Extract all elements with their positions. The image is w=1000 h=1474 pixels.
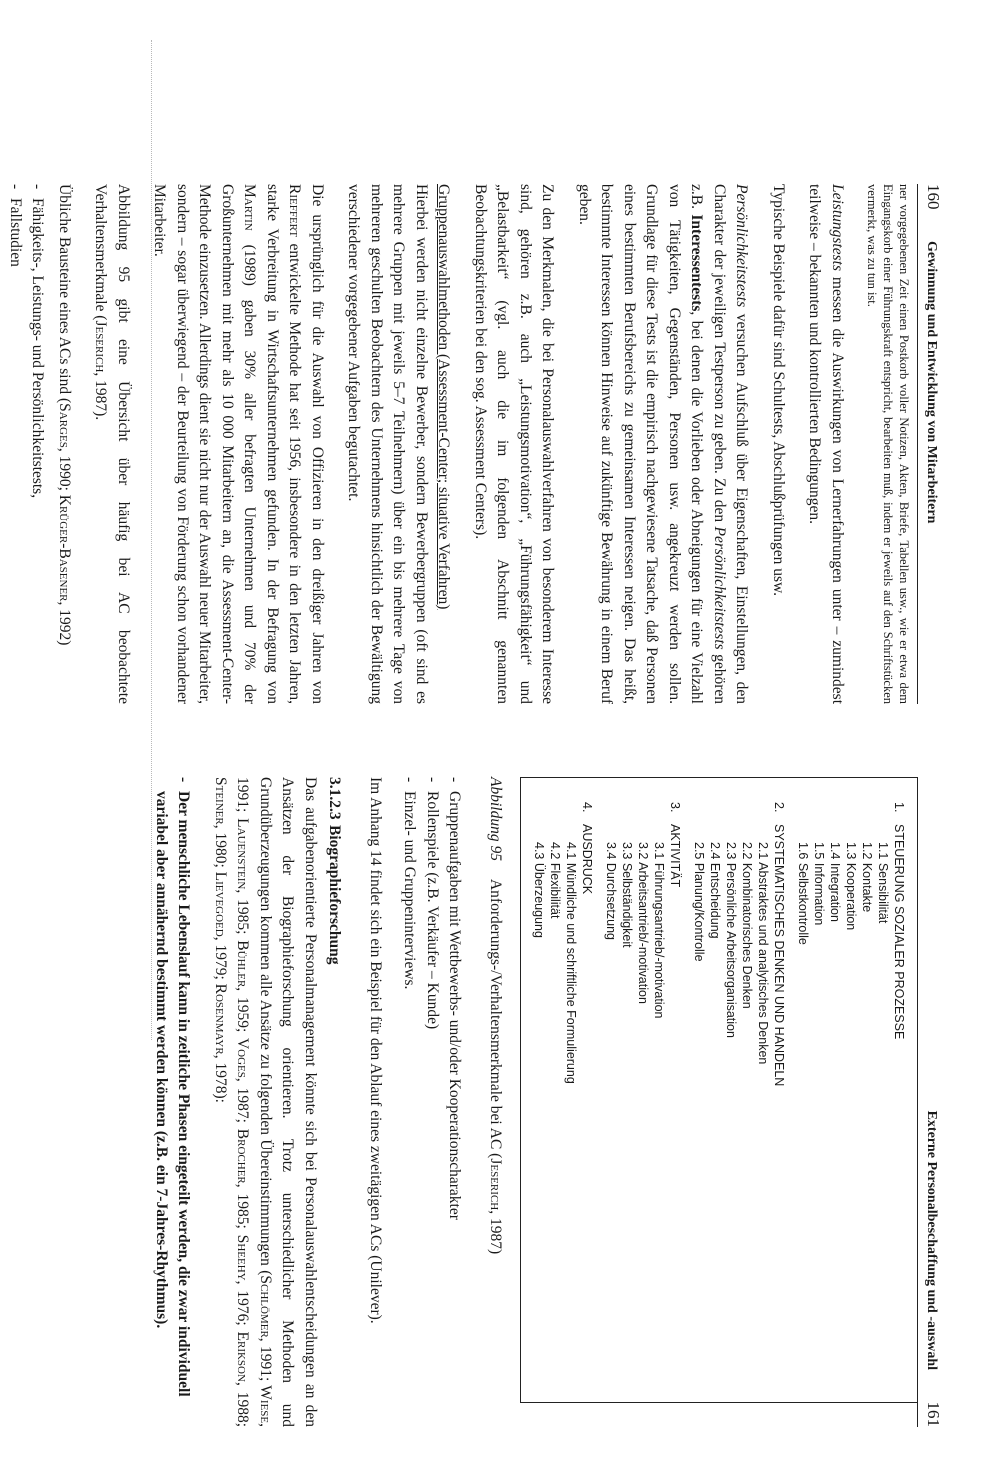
figure-group: 3. AKTIVITÄT 3.1 Führungsantrieb/-motivation 3.2 Arbeitsantrieb/-motivation 3.3 Selbständigkeit 3.4 Durchsetzung — [603, 802, 683, 1402]
left-page-content — [0, 184, 912, 704]
left-running-head — [923, 184, 943, 704]
right-running-head-title: Externe Personalbeschaffung und -auswahl — [924, 1110, 939, 1370]
list-item: 4.1 Mündliche und schriftliche Formulierung — [564, 842, 578, 1084]
list-item: - Einzel- und Gruppeninterviews. — [398, 777, 421, 1427]
gruppenauswahl-subheading: Gruppenauswahlmethoden (Assessment-Center; situative Verfahren) — [435, 184, 453, 610]
list-item: - Gruppenaufgaben mit Wettbewerbs- und/oder Kooperationscharakter — [443, 777, 466, 1427]
figure-group-items — [531, 802, 579, 1402]
figure-group: 1. STEUERUNG SOZIALER PROZESSE 1.1 Sensibilität 1.2 Kontakte 1.3 Kooperation 1.4 Integration 1.5 Information 1.6 Selbstkontrolle — [795, 802, 907, 1402]
persoenlichkeitstests-paragraph: Persönlichkeitstests versuchen Aufschluß über Eigenschaften, Einstellungen, den Charakter der jeweiligen Testperson zu geben. Zu den Persönlichkeitstests gehören z.B. Interessentests, bei denen die Vorlieben oder Abneigungen für eine Vielzahl von Tätigkeiten, Gegenständen, Personen usw. angekreuzt werden sollen. Grundlage für diese Tests ist die empirisch nachgewiesene Tatsache, daß Personen eines bestimmten Berufsbereichs zu gemeinsamen Interessen neigen. Das heißt, bestimmte Interessen können Hinweise auf zukünftige Bewährung in einem Beruf geben. — [576, 184, 751, 705]
leistungstests-paragraph: Leistungstests messen die Auswirkungen von Lernerfahrungen unter – zumindest teilweise – bekannten und kontrollierten Bedingungen. — [806, 184, 846, 704]
figure-group-title: AKTIVITÄT — [668, 824, 682, 888]
list-item: 1.3 Kooperation — [844, 842, 858, 931]
page-number-160: 160 — [924, 184, 943, 210]
urspruenglich-paragraph: Die ursprünglich für die Auswahl von Offizieren in den dreißiger Jahren von Rieffert entwickelte Methode hat seit 1956, insbesondere in den letzten Jahren, starke Verbreitung in Wirtschaftsunternehmen gefunden. In der Befragung von Martin (1989) gaben 30% aller befragten Unternehmen und 70% der Großunternehmen mit mehr als 10 000 Mitarbeitern an, die Assessment-Center-Methode einzusetzen. Allerdings dient sie nicht nur der Auswahl neuer Mitarbeiter, sondern – sogar überwiegend – der Beurteilung von Förderung schon vorhandener Mitarbeiter. — [151, 184, 326, 704]
figure-group-items — [691, 802, 771, 1402]
gruppenauswahl-paragraph: Hierbei werden nicht einzelne Bewerber, sondern Bewerbergruppen (oft sind es mehrere Gruppen mit jeweils 5–7 Teilnehmern) über ein bis mehrere Tage von mehreren geschulten Beobachtern des Unternehmens hinsichtlich der Bewältigung verschiedener vorgegebener Aufgaben begutachtet. — [345, 184, 430, 704]
section-heading — [323, 777, 346, 1427]
typische-beispiele-paragraph: Typische Beispiele dafür sind Schultests, Abschlußprüfungen usw. — [770, 184, 787, 597]
list-item: 2.2 Kombinatorisches Denken — [740, 842, 754, 1009]
right-running-head — [923, 807, 943, 1427]
intro-small-paragraph: ner vorgegebenen Zeit einen Postkorb voller Notizen, Akten, Briefe, Tabellen usw., wie er etwa dem Eingangskorb einer Führungskraft entspricht, bearbeiten muß, indem er jeweils auf den Schriftstücken vermerkt, was zu tun ist. — [865, 184, 911, 704]
biographie-paragraph: Das aufgabenorientierte Personalmanagement könnte sich bei Personalauswahlentscheidungen an den Ansätzen der Biographieforschung orientieren. Trotz unterschiedlicher Methoden und Grundüberzeugungen kommen alle Ansätze zu folgenden Übereinstimmungen (Schlömer, 1991; Wiese, 1991; Lauenstein, 1985; Bühler, 1959; Voges, 1987; Brocher, 1985; Sheehy, 1976; Erikson, 1988; Steiner, 1980; Lievegoed, 1979; Rosenmayr, 1978): — [212, 777, 319, 1427]
list-item: 2.3 Persönliche Arbeitsorganisation — [724, 842, 738, 1038]
figure-95-box — [520, 777, 918, 1403]
right-page-content — [138, 777, 913, 1427]
list-item: 3.2 Arbeitsantrieb/-motivation — [636, 842, 650, 1004]
figure-group-items — [603, 802, 667, 1402]
list-item: 3.4 Durchsetzung — [604, 842, 618, 940]
figure-group: 2. SYSTEMATISCHES DENKEN UND HANDELN 2.1 Abstraktes und analytisches Denken 2.2 Kombinatorisches Denken 2.3 Persönliche Arbeitsorganisation 2.4 Entscheidung 2.5 Planung/Kontrolle — [691, 802, 787, 1402]
list-item: 2.5 Planung/Kontrolle — [692, 842, 706, 962]
abbildung-reference-paragraph: Abbildung 95 gibt eine Übersicht über häufig bei AC beobachtete Verhaltensmerkmale (Jeserich, 1987). — [92, 184, 132, 704]
bausteine-intro: Übliche Bausteine eines ACs sind (Sarges, 1990; Krüger-Basener, 1992) — [56, 184, 73, 646]
anhang-paragraph: Im Anhang 14 findet sich ein Beispiel für den Ablauf eines zweitägigen ACs (Unilever). — [367, 777, 384, 1324]
list-item: 1.4 Integration — [828, 842, 842, 922]
figure-group-items — [795, 802, 891, 1402]
list-item: 2.4 Entscheidung — [708, 842, 722, 939]
list-item: - Fallstudien — [4, 184, 27, 704]
list-item: 1.2 Kontakte — [860, 842, 874, 913]
page-number-161: 161 — [924, 1401, 943, 1427]
list-item: - Fähigkeits-, Leistungs- und Persönlichkeitstests, — [26, 184, 49, 704]
list-item: 1.6 Selbstkontrolle — [796, 842, 810, 945]
figure-group-title: AUSDRUCK — [580, 824, 594, 895]
list-item: 3.1 Führungsantrieb/-motivation — [652, 842, 666, 1019]
list-item: - Der menschliche Lebenslauf kann in zeitliche Phasen eingeteilt werden, die zwar individuell variabel aber annähernd bestimmt werden können (z.B. ein 7-Jahres-Rhythmus). — [150, 777, 195, 1427]
list-item — [0, 184, 4, 704]
ac-bausteine-continued-list — [398, 777, 466, 1427]
figure-group-title: SYSTEMATISCHES DENKEN UND HANDELN — [772, 824, 786, 1087]
figure-group-title: STEUERUNG SOZIALER PROZESSE — [892, 824, 906, 1040]
left-head-rule — [917, 184, 918, 704]
list-item: - Rollenspiele (z.B. Verkäufer – Kunde) — [421, 777, 444, 1427]
left-running-head-title: Gewinnung und Entwicklung von Mitarbeitern — [924, 241, 939, 524]
biographie-findings-list — [150, 777, 195, 1427]
figure-95-caption: Abbildung 95Anforderungs-/Verhaltensmerkmale bei AC (Jeserich, 1987) — [487, 777, 504, 1255]
list-item: 3.3 Selbständigkeit — [620, 842, 634, 948]
right-page — [0, 737, 1000, 1474]
section-title: Biographieforschung — [326, 825, 344, 965]
figure-group: 4. AUSDRUCK 4.1 Mündliche und schriftliche Formulierung 4.2 Flexibilität 4.3 Überzeugung — [531, 802, 595, 1402]
list-item: 4.2 Flexibilität — [548, 842, 562, 919]
list-item: 4.3 Überzeugung — [532, 842, 546, 938]
section-number: 3.1.2.3 — [326, 777, 344, 820]
list-item: 1.1 Sensibilität — [876, 842, 890, 924]
list-item: 2.1 Abstraktes und analytisches Denken — [756, 842, 770, 1065]
merkmale-paragraph: Zu den Merkmalen, die bei Personalauswahlverfahren von besonderem Interesse sind, gehören z.B. auch „Leistungsmotivation“, „Führungsfähigkeit“ und „Belastbarkeit“ (vgl. auch die im folgenden Abschnitt genannten Beobachtungskriterien bei den sog. Assessment Centers). — [472, 184, 557, 704]
list-item: 1.5 Information — [812, 842, 826, 926]
bausteine-list — [0, 184, 49, 704]
